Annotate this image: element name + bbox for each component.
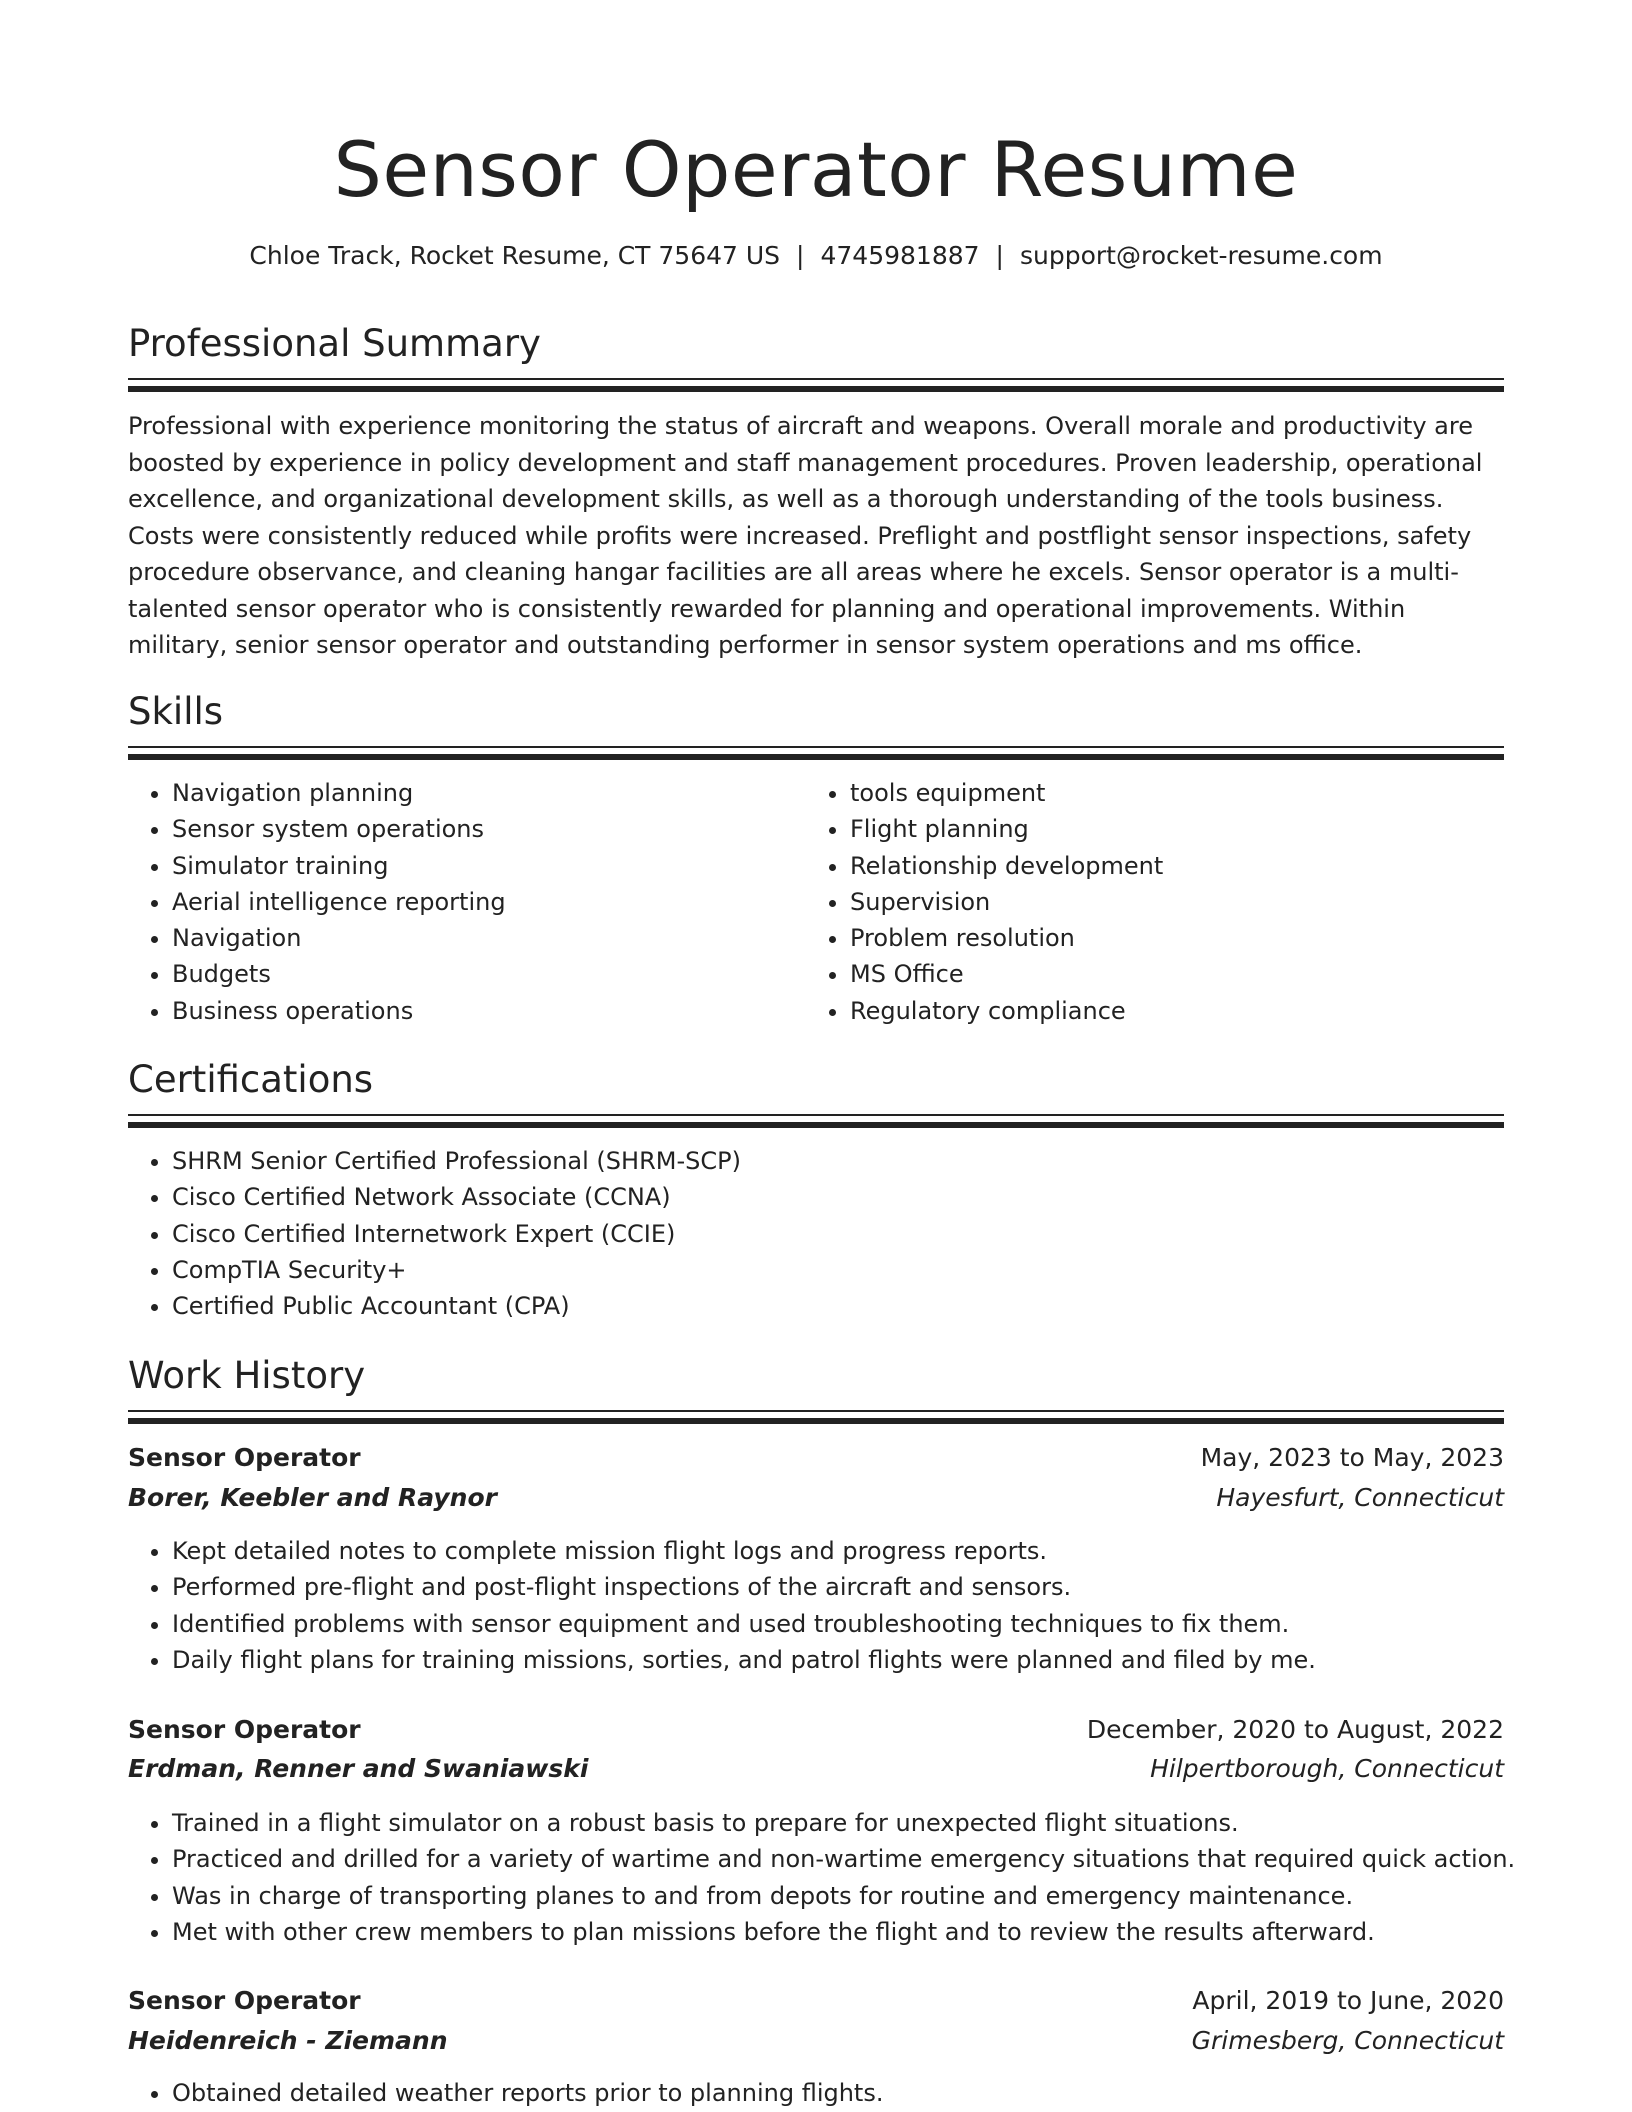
job-dates: December, 2020 to August, 2022 — [1086, 1715, 1504, 1744]
skill-item: • Budgets — [172, 956, 792, 992]
job-bullet: • Identified problems with sensor equipment and used troubleshooting techniques to fix them. — [172, 1606, 1502, 1642]
certifications-list — [128, 1143, 1472, 1324]
skill-item: • Sensor system operations — [172, 811, 792, 847]
contact-separator: | — [995, 241, 1004, 270]
skill-item: • Business operations — [172, 993, 792, 1029]
certification-item: • Certified Public Accountant (CPA) — [172, 1288, 1472, 1324]
job-company: Borer, Keebler and Raynor — [128, 1483, 497, 1512]
certifications-heading: Certifications — [128, 1058, 374, 1101]
job-title: Sensor Operator — [128, 1443, 361, 1472]
contact-email: support@rocket-resume.com — [1019, 241, 1383, 270]
section-divider — [128, 1114, 1504, 1128]
job-title: Sensor Operator — [128, 1986, 361, 2015]
certification-item: • CompTIA Security+ — [172, 1252, 1472, 1288]
summary-text: Professional with experience monitoring the status of aircraft and weapons. Overall morale and productivity are boosted by experience in policy development and staff management procedures. Proven leadership, operational excellence, and organizational development skills, as well as a thorough understanding of the tools business. Costs were consistently reduced while profits were increased. Preflight and postflight sensor inspections, safety procedure observance, and cleaning hangar facilities are all areas where he excels. Sensor operator is a multi-talented sensor operator who is consistently rewarded for planning and operational improvements. Within military, senior sensor operator and outstanding performer in sensor system operations and ms office. — [128, 412, 1483, 659]
skill-item: • Navigation planning — [172, 775, 792, 811]
job-company: Erdman, Renner and Swaniawski — [128, 1754, 589, 1783]
certification-item: • SHRM Senior Certified Professional (SHRM-SCP) — [172, 1143, 1472, 1179]
summary-heading: Professional Summary — [128, 322, 541, 365]
job-title: Sensor Operator — [128, 1715, 361, 1744]
skill-item: • Supervision — [850, 884, 1500, 920]
contact-phone: 4745981887 — [820, 241, 980, 270]
section-divider — [128, 378, 1504, 392]
skill-item: • Problem resolution — [850, 920, 1500, 956]
skill-item: • MS Office — [850, 956, 1500, 992]
job-location: Hilpertborough, Connecticut — [1150, 1754, 1504, 1783]
job-bullet: • Kept detailed notes to complete mission flight logs and progress reports. — [172, 1533, 1502, 1569]
section-divider — [128, 746, 1504, 760]
work-history-heading: Work History — [128, 1354, 366, 1397]
skill-item: • Aerial intelligence reporting — [172, 884, 792, 920]
job-bullets — [128, 2075, 1502, 2111]
section-divider — [128, 1410, 1504, 1424]
skill-item: • Regulatory compliance — [850, 993, 1500, 1029]
certification-item: • Cisco Certified Internetwork Expert (CCIE) — [172, 1216, 1472, 1252]
job-bullet: • Trained in a flight simulator on a robust basis to prepare for unexpected flight situations. — [172, 1805, 1542, 1841]
job-location: Hayesfurt, Connecticut — [1216, 1483, 1504, 1512]
skills-list-left — [128, 775, 792, 1029]
contact-line — [128, 238, 1504, 274]
resume-title: Sensor Operator Resume — [333, 125, 1299, 214]
job-bullet: • Performed pre-flight and post-flight inspections of the aircraft and sensors. — [172, 1569, 1502, 1605]
skill-item: • Relationship development — [850, 848, 1500, 884]
skill-item: • Flight planning — [850, 811, 1500, 847]
certification-item: • Cisco Certified Network Associate (CCNA) — [172, 1179, 1472, 1215]
job-bullet: • Met with other crew members to plan missions before the flight and to review the results afterward. — [172, 1914, 1542, 1950]
job-bullet: • Obtained detailed weather reports prior to planning flights. — [172, 2075, 1502, 2111]
job-bullet: • Was in charge of transporting planes to and from depots for routine and emergency maintenance. — [172, 1878, 1542, 1914]
job-bullet: • Practiced and drilled for a variety of wartime and non-wartime emergency situations that required quick action. — [172, 1841, 1542, 1877]
job-dates: May, 2023 to May, 2023 — [1200, 1443, 1504, 1472]
job-company: Heidenreich - Ziemann — [128, 2026, 448, 2055]
skill-item: • Navigation — [172, 920, 792, 956]
contact-address: Chloe Track, Rocket Resume, CT 75647 US — [249, 241, 781, 270]
skills-list-right — [806, 775, 1500, 1029]
job-bullet: • Daily flight plans for training missions, sorties, and patrol flights were planned and filed by me. — [172, 1642, 1502, 1678]
job-bullets — [128, 1533, 1502, 1678]
skill-item: • tools equipment — [850, 775, 1500, 811]
skills-heading: Skills — [128, 690, 224, 733]
job-location: Grimesberg, Connecticut — [1191, 2026, 1504, 2055]
skill-item: • Simulator training — [172, 848, 792, 884]
contact-separator: | — [796, 241, 805, 270]
job-bullets — [128, 1805, 1542, 1950]
job-dates: April, 2019 to June, 2020 — [1192, 1986, 1504, 2015]
